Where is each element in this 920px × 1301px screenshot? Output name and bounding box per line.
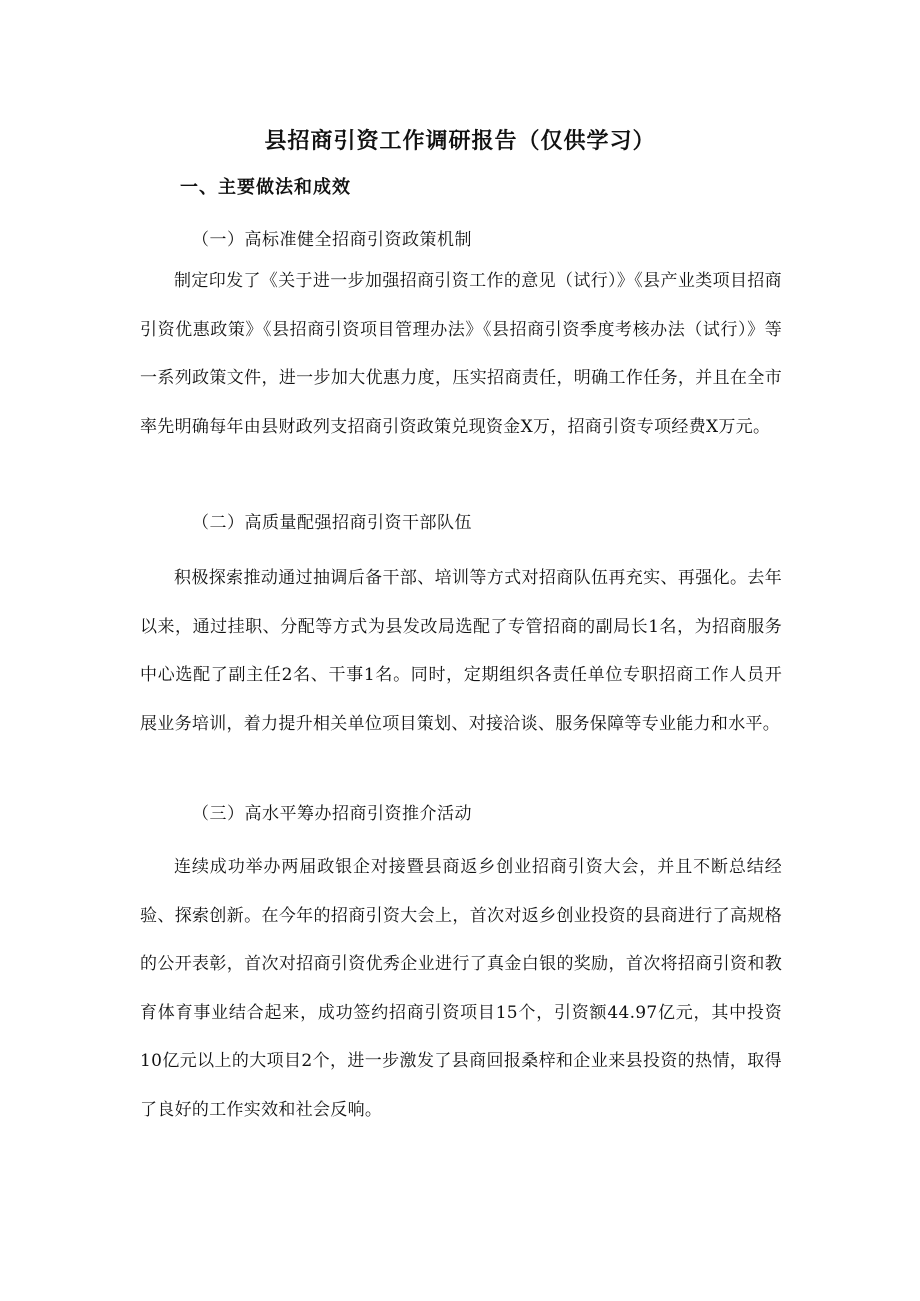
paragraph-cadre-team: 积极探索推动通过抽调后备干部、培训等方式对招商队伍再充实、再强化。去年以来，通过挂职、分配等方式为县发改局选配了专管招商的副局长1名，为招商服务中心选配了副主任2名、干事1名。同时，定期组织各责任单位专职招商工作人员开展业务培训，着力提升相关单位项目策划、对接洽谈、服务保障等专业能力和水平。	[140, 568, 782, 734]
section-heading-main-practices: 一、主要做法和成效	[180, 177, 351, 198]
subsection-heading-promotion-activities: （三）高水平筹办招商引资推介活动	[192, 804, 472, 824]
paragraph-promotion-activities: 连续成功举办两届政银企对接暨县商返乡创业招商引资大会，并且不断总结经验、探索创新。在今年的招商引资大会上，首次对返乡创业投资的县商进行了高规格的公开表彰，首次对招商引资优秀企业进行了真金白银的奖励，首次将招商引资和教育体育事业结合起来，成功签约招商引资项目15个，引资额44.97亿元，其中投资10亿元以上的大项目2个，进一步激发了县商回报桑梓和企业来县投资的热情，取得了良好的工作实效和社会反响。	[140, 857, 782, 1120]
subsection-heading-policy-mechanism: （一）高标准健全招商引资政策机制	[192, 230, 472, 250]
document-title: 县招商引资工作调研报告（仅供学习）	[264, 129, 656, 154]
paragraph-policy-mechanism: 制定印发了《关于进一步加强招商引资工作的意见（试行）》《县产业类项目招商引资优惠政策》《县招商引资项目管理办法》《县招商引资季度考核办法（试行）》等一系列政策文件，进一步加大优惠力度，压实招商责任，明确工作任务，并且在全市率先明确每年由县财政列支招商引资政策兑现资金X万，招商引资专项经费X万元。	[140, 271, 782, 437]
subsection-heading-cadre-team: （二）高质量配强招商引资干部队伍	[192, 513, 472, 533]
